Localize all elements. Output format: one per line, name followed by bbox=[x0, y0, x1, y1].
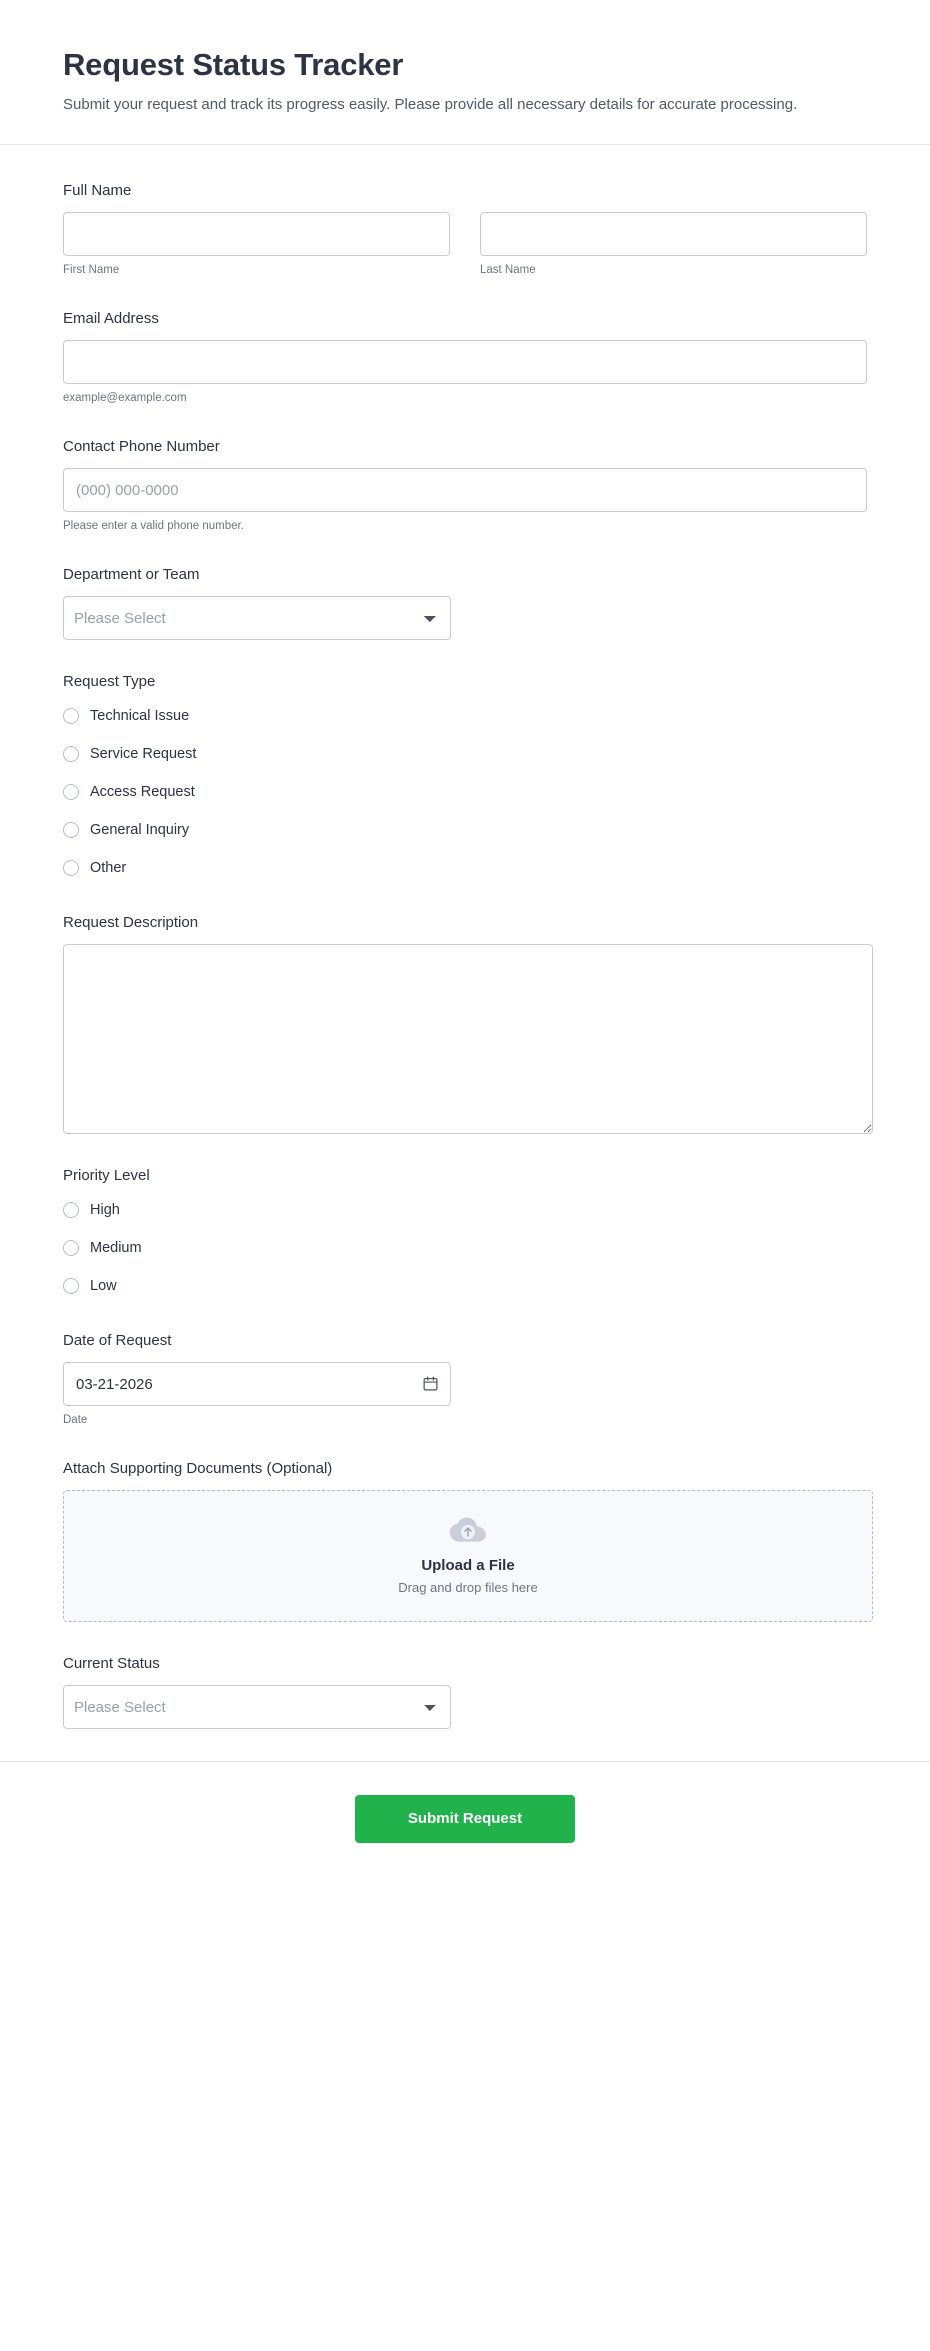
email-input[interactable] bbox=[63, 340, 867, 384]
field-priority-level bbox=[63, 1166, 867, 1299]
last-name-group bbox=[480, 212, 867, 277]
radio-option-access-request[interactable] bbox=[63, 779, 867, 805]
radio-option-general-inquiry[interactable] bbox=[63, 817, 867, 843]
radio-option-technical-issue[interactable] bbox=[63, 703, 867, 729]
first-name-sublabel: First Name bbox=[63, 264, 120, 276]
form-footer bbox=[0, 1761, 930, 1883]
radio-option-high[interactable] bbox=[63, 1197, 867, 1223]
page-title: Request Status Tracker bbox=[63, 47, 404, 82]
upload-title: Upload a File bbox=[421, 1557, 515, 1574]
email-label: Email Address bbox=[63, 310, 159, 327]
department-label: Department or Team bbox=[63, 566, 200, 583]
page-subtitle: Submit your request and track its progress easily. Please provide all necessary details for accurate processing. bbox=[63, 96, 798, 113]
upload-subtitle: Drag and drop files here bbox=[398, 1580, 538, 1595]
request-type-label: Request Type bbox=[63, 673, 156, 690]
upload-cloud-icon bbox=[449, 1517, 487, 1549]
attachment-label: Attach Supporting Documents (Optional) bbox=[63, 1460, 333, 1477]
date-input[interactable] bbox=[63, 1362, 451, 1406]
field-attachment bbox=[63, 1459, 867, 1622]
priority-level-label: Priority Level bbox=[63, 1167, 150, 1184]
radio-label: Service Request bbox=[90, 746, 197, 762]
field-full-name bbox=[63, 181, 867, 277]
request-description-textarea[interactable] bbox=[63, 944, 873, 1134]
field-date-of-request bbox=[63, 1331, 867, 1427]
date-input-wrapper bbox=[63, 1362, 451, 1406]
radio-circle-icon bbox=[63, 784, 79, 800]
phone-input[interactable] bbox=[63, 468, 867, 512]
full-name-row bbox=[63, 212, 867, 277]
form-body bbox=[0, 145, 930, 1729]
radio-circle-icon bbox=[63, 860, 79, 876]
radio-option-medium[interactable] bbox=[63, 1235, 867, 1261]
last-name-input[interactable] bbox=[480, 212, 867, 256]
radio-circle-icon bbox=[63, 746, 79, 762]
submit-request-button[interactable]: Submit Request bbox=[355, 1795, 575, 1843]
form-header bbox=[0, 0, 930, 145]
radio-label: Other bbox=[90, 860, 127, 876]
field-current-status bbox=[63, 1654, 867, 1729]
last-name-sublabel: Last Name bbox=[480, 264, 536, 276]
date-sublabel: Date bbox=[63, 1414, 88, 1426]
radio-option-low[interactable] bbox=[63, 1273, 867, 1299]
radio-circle-icon bbox=[63, 1278, 79, 1294]
radio-label: Low bbox=[90, 1278, 117, 1294]
phone-sublabel: Please enter a valid phone number. bbox=[63, 520, 244, 532]
current-status-select[interactable] bbox=[63, 1685, 451, 1729]
date-of-request-label: Date of Request bbox=[63, 1332, 172, 1349]
request-description-label: Request Description bbox=[63, 914, 199, 931]
email-sublabel: example@example.com bbox=[63, 392, 187, 404]
radio-option-other[interactable] bbox=[63, 855, 867, 881]
field-email bbox=[63, 309, 867, 405]
full-name-label: Full Name bbox=[63, 182, 132, 199]
radio-option-service-request[interactable] bbox=[63, 741, 867, 767]
radio-label: Technical Issue bbox=[90, 708, 190, 724]
phone-label: Contact Phone Number bbox=[63, 438, 220, 455]
radio-circle-icon bbox=[63, 708, 79, 724]
department-select[interactable] bbox=[63, 596, 451, 640]
radio-label: Medium bbox=[90, 1240, 142, 1256]
first-name-group bbox=[63, 212, 450, 277]
priority-radio-group bbox=[63, 1197, 867, 1299]
field-department bbox=[63, 565, 867, 640]
first-name-input[interactable] bbox=[63, 212, 450, 256]
radio-label: High bbox=[90, 1202, 120, 1218]
radio-label: General Inquiry bbox=[90, 822, 190, 838]
request-type-radio-group bbox=[63, 703, 867, 881]
radio-circle-icon bbox=[63, 822, 79, 838]
radio-circle-icon bbox=[63, 1240, 79, 1256]
field-request-type bbox=[63, 672, 867, 881]
field-phone bbox=[63, 437, 867, 533]
file-upload-dropzone[interactable] bbox=[63, 1490, 873, 1622]
current-status-label: Current Status bbox=[63, 1655, 160, 1672]
radio-label: Access Request bbox=[90, 784, 195, 800]
field-request-description bbox=[63, 913, 867, 1134]
radio-circle-icon bbox=[63, 1202, 79, 1218]
